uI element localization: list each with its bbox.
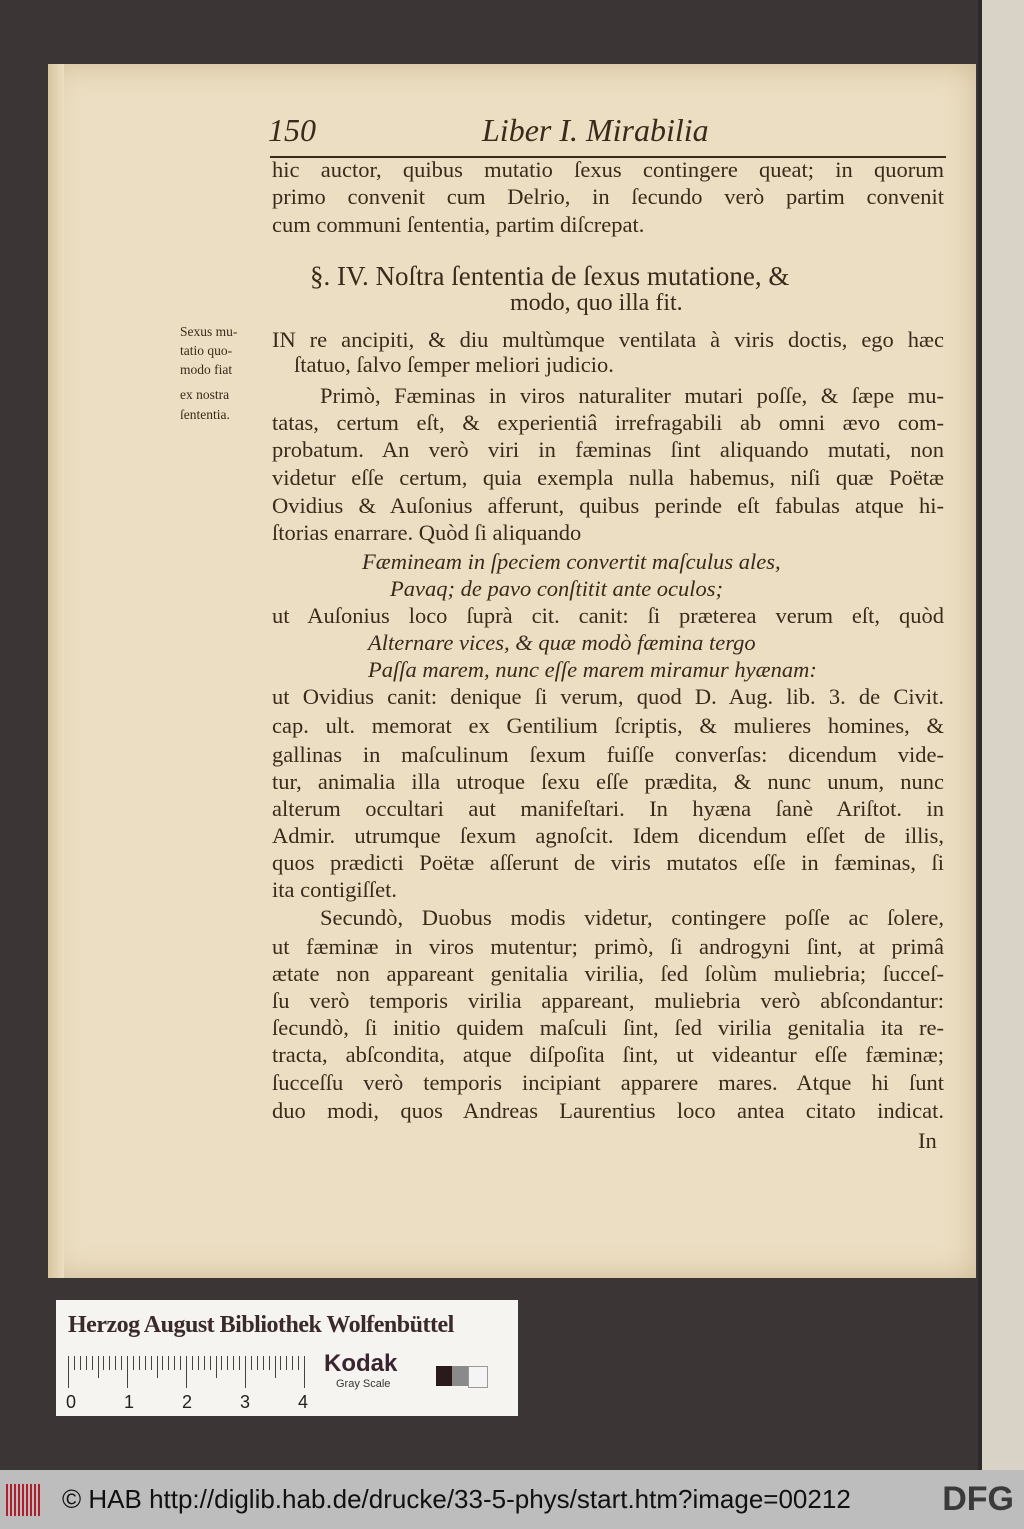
- text-line: cap. ult. memorat ex Gentilium ſcriptis, & mulieres homines, &: [272, 713, 944, 738]
- scale-number: 0: [66, 1392, 77, 1412]
- ruler-tick: [180, 1356, 181, 1370]
- text-line: tur, animalia illa utroque ſexu eſſe prædita, & nunc unum, nunc: [272, 769, 944, 794]
- ruler-tick: [239, 1356, 240, 1370]
- ruler-tick: [275, 1356, 276, 1378]
- ruler-tick: [192, 1356, 193, 1370]
- section-heading: §. IV. Noſtra ſententia de ſexus mutatione, &: [310, 261, 790, 291]
- page-number: 150: [268, 112, 316, 148]
- text-line: ſecundò, ſi initio quidem maſculi ſint, ſed virilia genitalia ita re-: [272, 1015, 944, 1040]
- verse-line: Pavaq; de pavo conſtitit ante oculos;: [390, 576, 724, 601]
- gray-scale-label: Gray Scale: [336, 1378, 391, 1390]
- verse-line: Paſſa marem, nunc eſſe marem miramur hyænam:: [368, 657, 817, 682]
- ruler-scale: [68, 1356, 308, 1388]
- ruler-tick: [227, 1356, 228, 1370]
- ruler-tick: [198, 1356, 199, 1370]
- ruler-tick: [162, 1356, 163, 1370]
- marginal-note-line: ſententia.: [180, 407, 230, 422]
- section-heading: modo, quo illa fit.: [510, 290, 683, 316]
- ruler-tick: [216, 1356, 217, 1378]
- text-line: ita contigiſſet.: [272, 877, 397, 902]
- ruler-tick: [68, 1356, 69, 1388]
- scale-number: 4: [298, 1392, 309, 1412]
- dfg-logo: DFG: [942, 1480, 1014, 1518]
- ruler-tick: [98, 1356, 99, 1378]
- ruler-tick: [269, 1356, 270, 1370]
- text-line: primo convenit cum Delrio, in ſecundo verò partim convenit: [272, 184, 944, 209]
- text-line: gallinas in maſculinum ſexum fuiſſe converſas: dicendum vide-: [272, 742, 944, 767]
- ruler-tick: [304, 1356, 305, 1388]
- verse-line: Fæmineam in ſpeciem convertit maſculus ales,: [362, 549, 781, 574]
- marginal-note-line: ex nostra: [180, 387, 230, 402]
- library-name: Herzog August Bibliothek Wolfenbüttel: [68, 1312, 454, 1338]
- hab-logo-icon: [6, 1484, 42, 1516]
- verse-line: Alternare vices, & quæ modò fæmina tergo: [368, 630, 756, 655]
- marginal-note-line: tatio quo-: [180, 343, 233, 358]
- text-line: alterum occultari aut manifeſtari. In hyæna ſanè Ariſtot. in: [272, 796, 944, 821]
- marginal-note-line: modo fiat: [180, 362, 233, 377]
- text-line: cum communi ſententia, partim diſcrepat.: [272, 212, 645, 237]
- ruler-tick: [263, 1356, 264, 1370]
- ruler-tick: [298, 1356, 299, 1370]
- ruler-tick: [210, 1356, 211, 1370]
- ruler-tick: [257, 1356, 258, 1370]
- text-line: tracta, abſcondita, atque diſpoſita ſint, ut videantur eſſe fæminæ;: [272, 1042, 944, 1067]
- ruler-tick: [168, 1356, 169, 1370]
- ruler-tick: [251, 1356, 252, 1370]
- ruler-tick: [80, 1356, 81, 1370]
- ruler-tick: [221, 1356, 222, 1370]
- ruler-tick: [204, 1356, 205, 1370]
- ruler-tick: [92, 1356, 93, 1370]
- kodak-logo: Kodak: [324, 1350, 398, 1377]
- ruler-tick: [245, 1356, 246, 1388]
- text-line: Primò, Fæminas in viros naturaliter mutari poſſe, & ſæpe mu-: [320, 383, 944, 408]
- ruler-tick: [109, 1356, 110, 1370]
- scale-number: 1: [124, 1392, 135, 1412]
- ruler-tick: [121, 1356, 122, 1370]
- running-head: Liber I. Mirabilia: [482, 112, 709, 148]
- color-calibration-card: [56, 1300, 518, 1416]
- gray-swatch-light: [468, 1366, 488, 1388]
- text-line: Ovidius & Auſonius afferunt, quibus perinde eſt fabulas atque hi-: [272, 493, 944, 518]
- ruler-tick: [286, 1356, 287, 1370]
- text-line: ætate non appareant genitalia virilia, ſed ſolùm muliebria; ſucceſ-: [272, 961, 944, 986]
- text-line: videtur eſſe certum, quia exempla nulla habemus, niſi quæ Poëtæ: [272, 465, 944, 490]
- text-line: hic auctor, quibus mutatio ſexus contingere queat; in quorum: [272, 157, 944, 182]
- text-line: ut fæminæ in viros mutentur; primò, ſi androgyni ſint, at primâ: [272, 934, 944, 959]
- adjacent-page-edge: [978, 0, 1024, 1470]
- ruler-tick: [127, 1356, 128, 1388]
- ruler-tick: [145, 1356, 146, 1370]
- ruler-tick: [174, 1356, 175, 1370]
- ruler-tick: [157, 1356, 158, 1378]
- text-line: Admir. utrumque ſexum agnoſcit. Idem dicendum eſſet de illis,: [272, 823, 944, 848]
- ruler-tick: [139, 1356, 140, 1370]
- scale-number: 3: [240, 1392, 251, 1412]
- text-line: Secundò, Duobus modis videtur, contingere poſſe ac ſolere,: [320, 905, 944, 930]
- text-line: duo modi, quos Andreas Laurentius loco antea citato indicat.: [272, 1098, 944, 1123]
- text-line: tatas, certum eſt, & experientiâ irrefragabili ab omni ævo com-: [272, 410, 944, 435]
- text-line: quos prædicti Poëtæ aſſerunt de viris mutatos eſſe in fæminas, ſi: [272, 850, 944, 875]
- ruler-tick: [74, 1356, 75, 1370]
- text-line: ſucceſſu verò temporis incipiant apparere mares. Atque hi ſunt: [272, 1070, 944, 1095]
- text-line: In: [918, 1128, 937, 1153]
- ruler-tick: [233, 1356, 234, 1370]
- scale-number: 2: [182, 1392, 193, 1412]
- text-line: ut Ovidius canit: denique ſi verum, quod D. Aug. lib. 3. de Civit.: [272, 684, 944, 709]
- text-line: ſtatuo, ſalvo ſemper meliori judicio.: [294, 352, 614, 377]
- ruler-tick: [151, 1356, 152, 1370]
- ruler-tick: [186, 1356, 187, 1388]
- ruler-tick: [133, 1356, 134, 1370]
- text-line: IN re ancipiti, & diu multùmque ventilata à viris doctis, ego hæc: [272, 327, 944, 352]
- ruler-tick: [115, 1356, 116, 1370]
- text-line: ſtorias enarrare. Quòd ſi aliquando: [272, 520, 582, 545]
- footer-bar: [0, 1470, 1024, 1529]
- ruler-tick: [292, 1356, 293, 1370]
- text-line: probatum. An verò viri in fæminas ſint aliquando mutati, non: [272, 437, 944, 462]
- ruler-tick: [103, 1356, 104, 1370]
- text-line: ſu verò temporis virilia appareant, muliebria verò abſcondantur:: [272, 988, 944, 1013]
- ruler-tick: [280, 1356, 281, 1370]
- ruler-tick: [86, 1356, 87, 1370]
- copyright-url[interactable]: © HAB http://diglib.hab.de/drucke/33-5-phys/start.htm?image=00212: [62, 1484, 851, 1514]
- marginal-note-line: Sexus mu-: [180, 324, 238, 339]
- text-line: ut Auſonius loco ſuprà cit. canit: ſi præterea verum eſt, quòd: [272, 603, 944, 628]
